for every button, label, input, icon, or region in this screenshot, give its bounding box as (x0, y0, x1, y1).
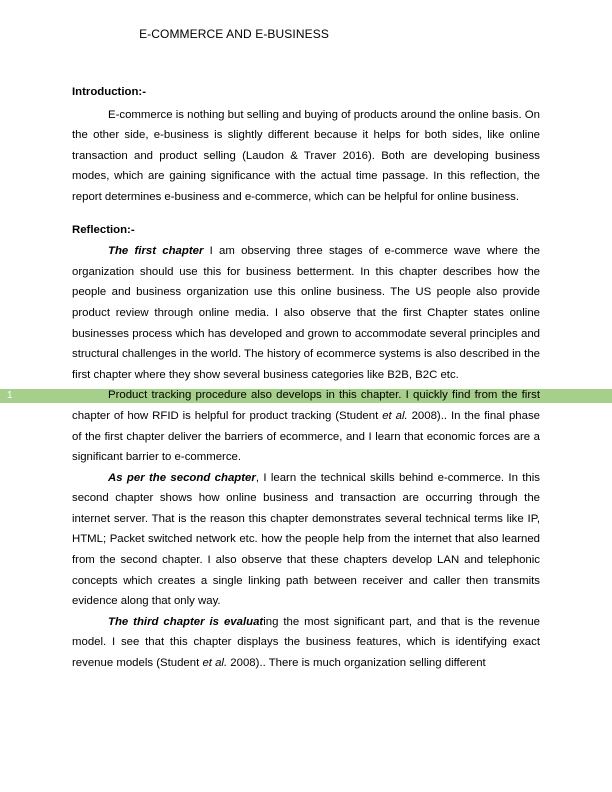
reflection-paragraph-2 (72, 385, 540, 467)
citation-etal: et al. (202, 657, 228, 670)
first-chapter-lead: The first chapter (108, 245, 204, 258)
reflection-paragraph-3 (72, 468, 540, 612)
second-chapter-lead: As per the second chapter (108, 471, 256, 484)
paragraph-text: 2008).. In the final phase of the first chapter deliver the barriers of ecommerce, and I learn that economic forces are a significant barrier to e-commerce. (72, 409, 540, 464)
paragraph-text: Product tracking procedure also develops in this chapter. I quickly find from the first chapter of how RFID is helpful for product tracking (Student (72, 389, 540, 422)
reflection-paragraph-4 (72, 612, 540, 674)
citation-etal: et al. (382, 409, 408, 422)
page-marker-number: 1 (7, 390, 13, 401)
reflection-heading: Reflection:- (72, 223, 135, 236)
intro-paragraph: E-commerce is nothing but selling and buying of products around the online basis. On the other side, e-business is slightly different because it helps for both sides, like online transaction and product selling (Laudon & Traver 2016). Both are developing business modes, which are gaining significance with the actual time passage. In this reflection, the report determines e-business and e-commerce, which can be helpful for online business. (72, 108, 540, 203)
document-header: E-COMMERCE AND E-BUSINESS (139, 27, 329, 41)
paragraph-text: , I learn the technical skills behind e-commerce. In this second chapter shows how online business and transaction are occurring through the internet server. That is the reason this chapter demonstrates several technical terms like IP, HTML; Packet switched network etc. how the people help from the internet that also learned from the second chapter. I also observe that these chapters develop LAN and telephonic concepts which creates a single linking path between receiver and caller then transmits evidence along that only way. (72, 471, 540, 608)
reflection-paragraph-1 (72, 241, 540, 385)
intro-heading: Introduction:- (72, 86, 147, 98)
paragraph-text: 2008).. There is much organization selling different (227, 657, 486, 670)
paragraph-text: ing the most significant part, and that is the revenue model. I see that this chapter displays the business features, which is identifying exact revenue models (Student (72, 615, 540, 670)
paragraph-text: I am observing three stages of e-commerce wave where the organization should use this for business betterment. In this chapter describes how the people and business organization use this online business. The US people also provide product review through online media. I also observe that the first Chapter states online businesses process which has developed and grown to accommodate several principles and structural challenges in the world. The history of ecommerce systems is also described in the first chapter where they show several business categories like B2B, B2C etc. (72, 245, 540, 381)
document-body (72, 82, 540, 674)
third-chapter-lead: The third chapter is evaluat (108, 615, 264, 628)
